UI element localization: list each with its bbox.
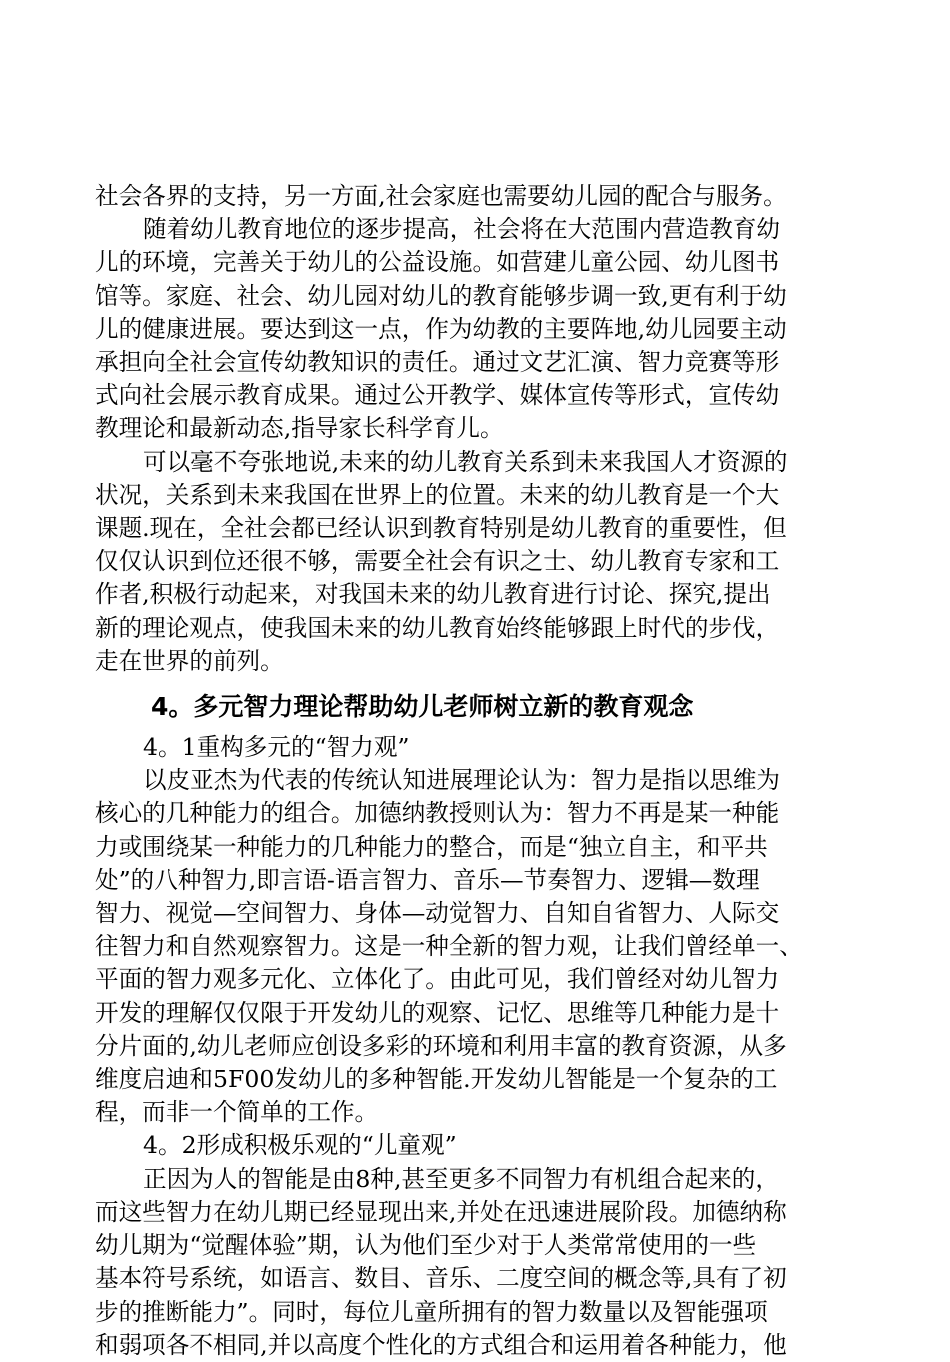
section-heading: 4。多元智力理论帮助幼儿老师树立新的教育观念 bbox=[151, 692, 694, 722]
document-body bbox=[95, 180, 865, 1362]
paragraph-future-education: 可以毫不夸张地说,未来的幼儿教育关系到未来我国人才资源的 状况，关系到未来我国在世界上的位置。未来的幼儿教育是一个大 课题.现在，全社会都已经认识到教育特别是幼儿教育的重要性，但 仅仅认识到位还很不够，需要全社会有识之士、幼儿教育专家和工 作者,积极行动起来，对我国未来的幼儿教育进行讨论、探究,提出 新的理论观点，使我国未来的幼儿教育始终能够跟上时代的步伐， 走在世界的前列。 bbox=[95, 447, 788, 675]
subsection-heading-child-view: 4。2形成积极乐观的“儿童观” bbox=[143, 1131, 457, 1160]
paragraph-continuation: 社会各界的支持，另一方面,社会家庭也需要幼儿园的配合与服务。 bbox=[95, 182, 787, 210]
paragraph-child-view: 正因为人的智能是由8种,甚至更多不同智力有机组合起来的， 而这些智力在幼儿期已经显现出来,并处在迅速进展阶段。加德纳称 幼儿期为“觉醒体验”期，认为他们至少对于人类常常使用的一些 基本符号系统，如语言、数目、音乐、二度空间的概念等,具有了初 步的推断能力”。同时，每位儿童所拥有的智力数量以及智能强项 和弱项各不相同,并以高度个性化的方式组合和运用着各种能力，他 bbox=[95, 1164, 787, 1359]
paragraph-intelligence-view: 以皮亚杰为代表的传统认知进展理论认为：智力是指以思维为 核心的几种能力的组合。加德纳教授则认为：智力不再是某一种能 力或围绕某一种能力的几种能力的整合，而是“独立自主，和平共 处”的八种智力,即言语-语言智力、音乐—节奏智力、逻辑—数理 智力、视觉—空间智力、身体—动觉智力、自知自省智力、人际交 往智力和自然观察智力。这是一种全新的智力观，让我们曾经单一、 平面的智力观多元化、立体化了。由此可见，我们曾经对幼儿智力 开发的理解仅仅限于开发幼儿的观察、记忆、思维等几种能力是十 分片面的,幼儿老师应创设多彩的环境和利用丰富的教育资源，从多 维度启迪和5F00发幼儿的多种智能.开发幼儿智能是一个复杂的工 程，而非一个简单的工作。 bbox=[95, 766, 803, 1127]
paragraph-social-environment: 随着幼儿教育地位的逐步提高，社会将在大范围内营造教育幼 儿的环境，完善关于幼儿的公益设施。如营建儿童公园、幼儿图书 馆等。家庭、社会、幼儿园对幼儿的教育能够步调一致,更有利于幼 儿的健康进展。要达到这一点，作为幼教的主要阵地,幼儿园要主动 承担向全社会宣传幼教知识的责任。通过文艺汇演、智力竞赛等形 式向社会展示教育成果。通过公开教学、媒体宣传等形式，宣传幼 教理论和最新动态,指导家长科学育儿。 bbox=[95, 215, 787, 443]
subsection-heading-intelligence: 4。1重构多元的“智力观” bbox=[143, 733, 410, 762]
